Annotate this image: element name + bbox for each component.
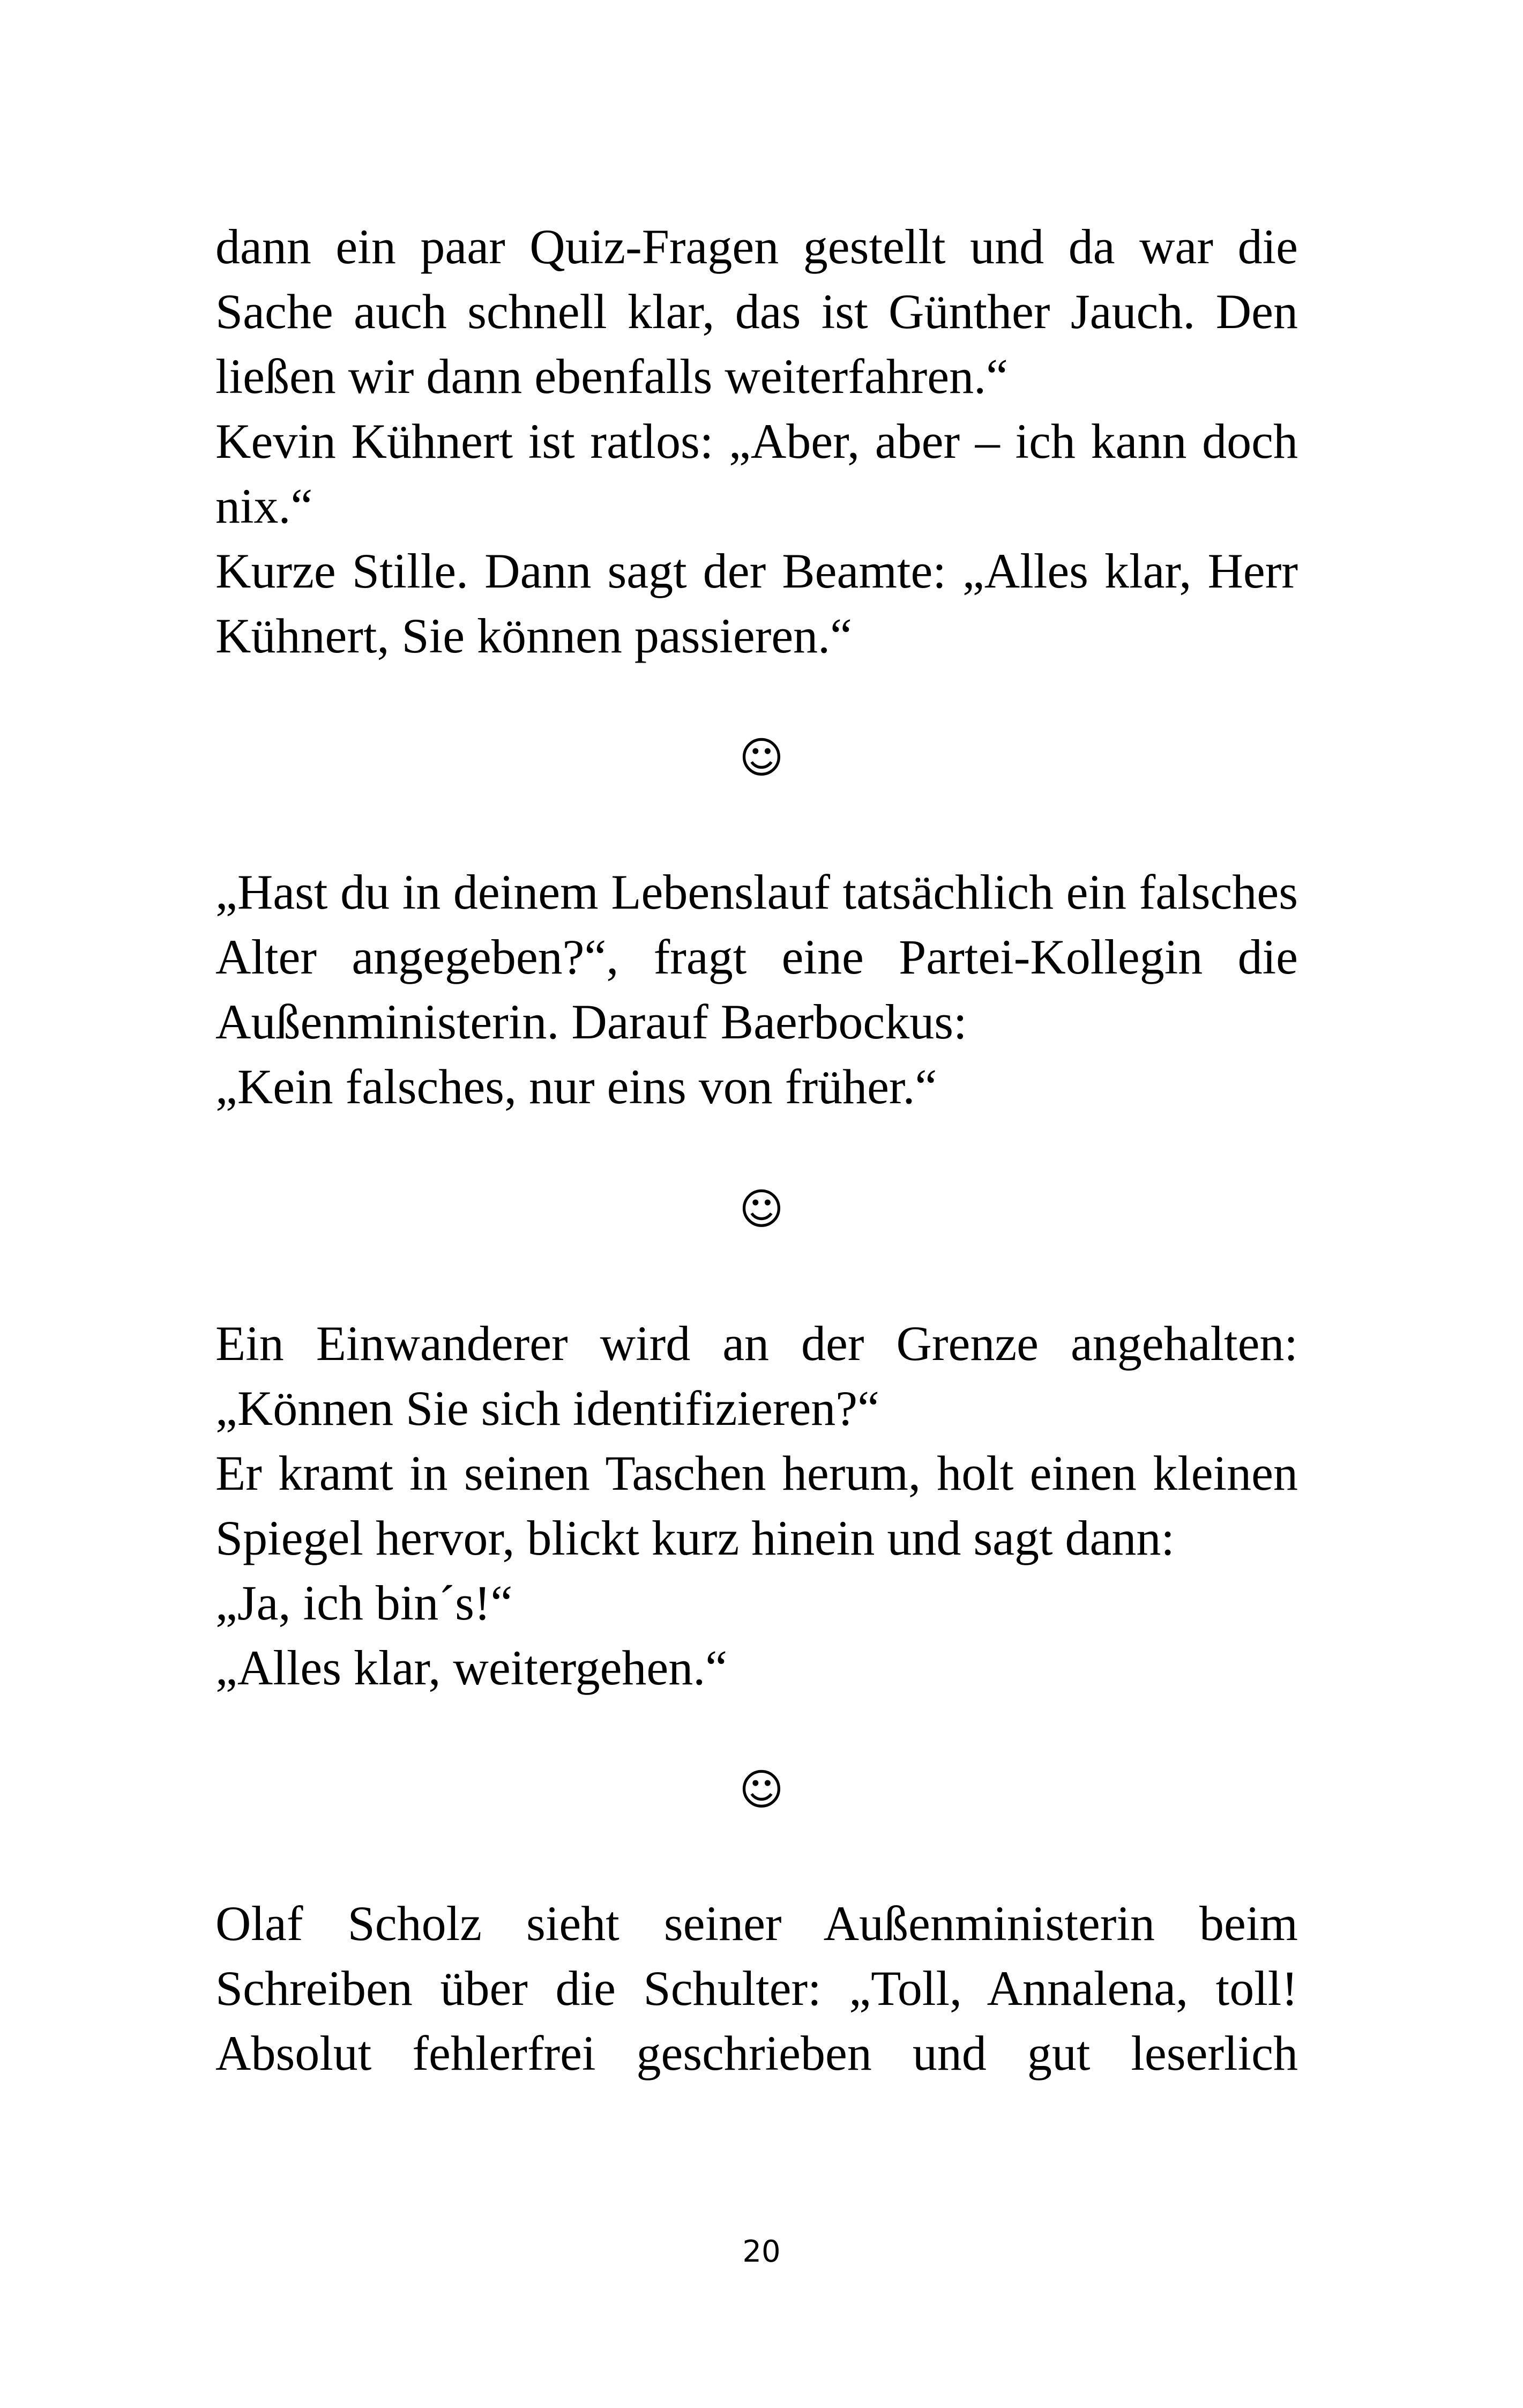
text-line: „Ja, ich bin´s!“ [215,1575,513,1630]
text-line: dann ein paar Quiz-Fragen gestellt und da war die [215,219,1298,274]
text-line: Kevin Kühnert ist ratlos: „Aber, aber – ich kann doch [215,414,1298,469]
text-line: Absolut fehlerfrei geschrieben und gut leserlich [215,2026,1298,2080]
paragraph-block-2 [215,860,1298,1119]
text-line: Olaf Scholz sieht seiner Außenministerin beim [215,1896,1298,1951]
text-line: „Können Sie sich identifizieren?“ [215,1381,879,1436]
text-line: Schreiben über die Schulter: „Toll, Annalena, toll! [215,1961,1298,2016]
paragraph-block-3 [215,1311,1298,1700]
text-line: Ein Einwanderer wird an der Grenze angehalten: [215,1316,1298,1371]
text-line: Kühnert, Sie können passieren.“ [215,608,853,663]
text-line: „Kein falsches, nur eins von früher.“ [215,1059,937,1114]
smiley-separator-icon: ☺ [739,1184,784,1234]
paragraph-block-1 [215,214,1298,668]
smiley-separator-icon: ☺ [739,733,784,783]
text-line: Sache auch schnell klar, das ist Günther Jauch. Den [215,284,1298,339]
text-line: Kurze Stille. Dann sagt der Beamte: „Alles klar, Herr [215,544,1298,598]
smiley-separator-icon: ☺ [739,1765,784,1815]
text-line: Spiegel hervor, blickt kurz hinein und sagt dann: [215,1511,1175,1565]
text-line: „Alles klar, weitergehen.“ [215,1640,728,1695]
text-line: nix.“ [215,479,313,533]
text-line: Außenministerin. Darauf Baerbockus: [215,994,967,1049]
text-line: Alter angegeben?“, fragt eine Partei-Kollegin die [215,930,1298,984]
text-line: „Hast du in deinem Lebenslauf tatsächlich ein falsches [215,865,1298,919]
text-line: Er kramt in seinen Taschen herum, holt einen kleinen [215,1446,1298,1500]
paragraph-block-4 [215,1891,1298,2086]
text-line: ließen wir dann ebenfalls weiterfahren.“ [215,349,1008,404]
page-number: 20 [742,2234,781,2269]
